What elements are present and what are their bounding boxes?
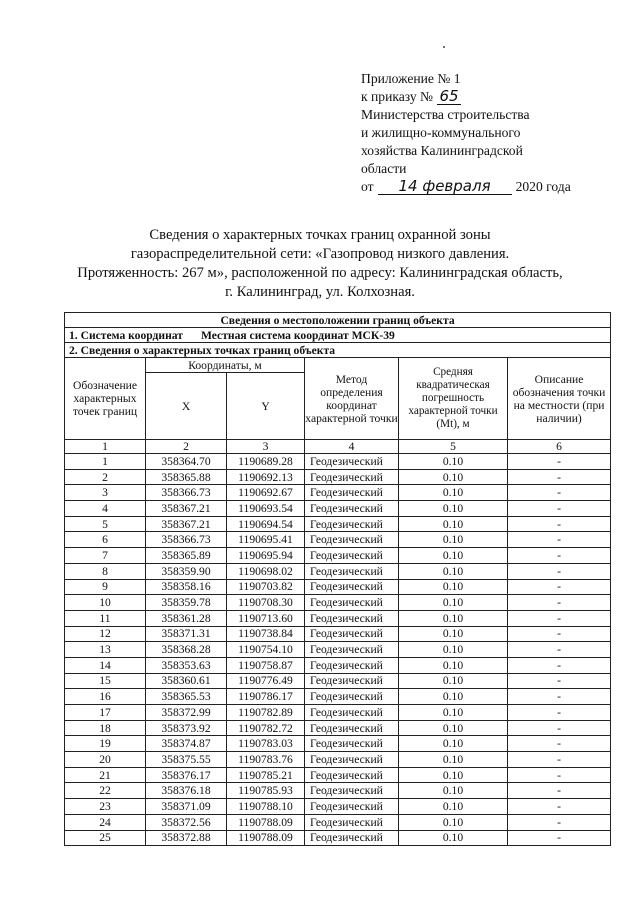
table-row [65,657,611,673]
y-coordinate-cell: 1190782.72 [227,720,305,736]
appendix-date-suffix: 2020 года [515,179,571,194]
point-number-cell: 9 [65,579,146,595]
description-cell: - [508,705,611,721]
method-cell: Геодезический [305,736,399,752]
description-cell: - [508,501,611,517]
y-coordinate-cell: 1190689.28 [227,454,305,470]
error-cell: 0.10 [399,799,508,815]
error-cell: 0.10 [399,752,508,768]
point-number-cell: 18 [65,720,146,736]
method-cell: Геодезический [305,501,399,517]
boundary-points-table [64,312,611,846]
table-row [65,814,611,830]
y-coordinate-cell: 1190776.49 [227,673,305,689]
description-cell: - [508,516,611,532]
error-cell: 0.10 [399,563,508,579]
x-coordinate-cell: 358365.88 [146,469,227,485]
error-cell: 0.10 [399,689,508,705]
description-cell: - [508,626,611,642]
coordinate-system-row [65,328,611,343]
x-coordinate-cell: 358367.21 [146,501,227,517]
point-number-cell: 7 [65,548,146,564]
method-cell: Геодезический [305,689,399,705]
x-coordinate-cell: 358365.89 [146,548,227,564]
method-cell: Геодезический [305,626,399,642]
point-number-cell: 11 [65,610,146,626]
point-number-cell: 10 [65,595,146,611]
point-number-cell: 15 [65,673,146,689]
x-coordinate-cell: 358360.61 [146,673,227,689]
appendix-line: области [361,161,407,176]
error-cell: 0.10 [399,720,508,736]
table-row [65,799,611,815]
description-cell: - [508,532,611,548]
method-cell: Геодезический [305,610,399,626]
point-number-cell: 14 [65,657,146,673]
x-coordinate-cell: 358376.18 [146,783,227,799]
header-method: Метод определения координат характерной точки [305,358,399,440]
method-cell: Геодезический [305,454,399,470]
point-number-cell: 17 [65,705,146,721]
description-cell: - [508,642,611,658]
y-coordinate-cell: 1190782.89 [227,705,305,721]
y-coordinate-cell: 1190695.94 [227,548,305,564]
error-cell: 0.10 [399,532,508,548]
method-cell: Геодезический [305,673,399,689]
appendix-order-line [361,88,611,106]
error-cell: 0.10 [399,501,508,517]
description-cell: - [508,469,611,485]
description-cell: - [508,610,611,626]
y-coordinate-cell: 1190785.21 [227,767,305,783]
method-cell: Геодезический [305,548,399,564]
description-cell: - [508,548,611,564]
appendix-line: и жилищно-коммунального [361,125,521,140]
points-section-row: 2. Сведения о характерных точках границ объекта [65,343,611,358]
y-coordinate-cell: 1190785.93 [227,783,305,799]
column-number-cell: 4 [305,440,399,454]
appendix-date-prefix: от [361,179,374,194]
method-cell: Геодезический [305,783,399,799]
description-cell: - [508,689,611,705]
method-cell: Геодезический [305,830,399,846]
table-row [65,548,611,564]
point-number-cell: 4 [65,501,146,517]
point-number-cell: 21 [65,767,146,783]
method-cell: Геодезический [305,516,399,532]
point-number-cell: 1 [65,454,146,470]
y-coordinate-cell: 1190786.17 [227,689,305,705]
heading-line: газораспределительной сети: «Газопровод низкого давления. [130,246,510,262]
method-cell: Геодезический [305,595,399,611]
y-coordinate-cell: 1190788.09 [227,830,305,846]
description-cell: - [508,736,611,752]
table-row [65,720,611,736]
y-coordinate-cell: 1190788.10 [227,799,305,815]
table-row [65,783,611,799]
x-coordinate-cell: 358367.21 [146,516,227,532]
y-coordinate-cell: 1190698.02 [227,563,305,579]
heading-line: Сведения о характерных точках границ охранной зоны [149,227,491,243]
x-coordinate-cell: 358373.92 [146,720,227,736]
table-row [65,501,611,517]
y-coordinate-cell: 1190695.41 [227,532,305,548]
handwritten-date: 14 февраля [378,179,512,195]
header-y: Y [227,373,305,440]
appendix-order-prefix: к приказу № [361,89,434,104]
method-cell: Геодезический [305,705,399,721]
table-row [65,532,611,548]
y-coordinate-cell: 1190713.60 [227,610,305,626]
table-row [65,673,611,689]
point-number-cell: 19 [65,736,146,752]
handwritten-order-number: 65 [437,89,461,105]
y-coordinate-cell: 1190703.82 [227,579,305,595]
y-coordinate-cell: 1190754.10 [227,642,305,658]
appendix-date-line [361,178,611,196]
error-cell: 0.10 [399,814,508,830]
x-coordinate-cell: 358374.87 [146,736,227,752]
point-number-cell: 13 [65,642,146,658]
description-cell: - [508,673,611,689]
error-cell: 0.10 [399,705,508,721]
table-row [65,454,611,470]
method-cell: Геодезический [305,657,399,673]
y-coordinate-cell: 1190694.54 [227,516,305,532]
column-number-cell: 2 [146,440,227,454]
method-cell: Геодезический [305,532,399,548]
error-cell: 0.10 [399,767,508,783]
error-cell: 0.10 [399,657,508,673]
coordinate-system-value: Местная система координат МСК-39 [200,328,395,342]
table-row [65,610,611,626]
method-cell: Геодезический [305,579,399,595]
error-cell: 0.10 [399,736,508,752]
x-coordinate-cell: 358371.09 [146,799,227,815]
method-cell: Геодезический [305,767,399,783]
x-coordinate-cell: 358366.73 [146,485,227,501]
header-point-designation: Обозначение характерных точек границ [65,358,146,440]
appendix-block [361,70,611,196]
x-coordinate-cell: 358359.78 [146,595,227,611]
column-number-cell: 5 [399,440,508,454]
error-cell: 0.10 [399,673,508,689]
table-row [65,469,611,485]
description-cell: - [508,814,611,830]
table-row [65,563,611,579]
y-coordinate-cell: 1190788.09 [227,814,305,830]
description-cell: - [508,579,611,595]
table-title: Сведения о местоположении границ объекта [65,313,611,328]
appendix-line: Министерства строительства [361,107,530,122]
description-cell: - [508,595,611,611]
method-cell: Геодезический [305,563,399,579]
method-cell: Геодезический [305,642,399,658]
table-body [65,454,611,846]
point-number-cell: 2 [65,469,146,485]
point-number-cell: 25 [65,830,146,846]
table-row [65,516,611,532]
coordinate-system-label: 1. Система координат [69,328,183,342]
point-number-cell: 8 [65,563,146,579]
appendix-line: Приложение № 1 [361,71,461,86]
description-cell: - [508,752,611,768]
scan-speck [443,46,445,48]
description-cell: - [508,563,611,579]
heading-line: г. Калининград, ул. Колхозная. [225,284,415,300]
y-coordinate-cell: 1190783.76 [227,752,305,768]
x-coordinate-cell: 358353.63 [146,657,227,673]
y-coordinate-cell: 1190692.13 [227,469,305,485]
header-error: Средняя квадратическая погрешность характерной точки (Mt), м [399,358,508,440]
table-row [65,642,611,658]
method-cell: Геодезический [305,485,399,501]
column-number-cell: 6 [508,440,611,454]
description-cell: - [508,657,611,673]
point-number-cell: 16 [65,689,146,705]
header-coordinates: Координаты, м [146,358,305,373]
method-cell: Геодезический [305,799,399,815]
column-number-cell: 1 [65,440,146,454]
error-cell: 0.10 [399,626,508,642]
error-cell: 0.10 [399,783,508,799]
y-coordinate-cell: 1190758.87 [227,657,305,673]
method-cell: Геодезический [305,720,399,736]
table-row [65,626,611,642]
error-cell: 0.10 [399,454,508,470]
method-cell: Геодезический [305,814,399,830]
x-coordinate-cell: 358376.17 [146,767,227,783]
document-heading [40,226,600,302]
point-number-cell: 22 [65,783,146,799]
error-cell: 0.10 [399,830,508,846]
point-number-cell: 23 [65,799,146,815]
error-cell: 0.10 [399,642,508,658]
point-number-cell: 12 [65,626,146,642]
x-coordinate-cell: 358375.55 [146,752,227,768]
error-cell: 0.10 [399,548,508,564]
boundary-table-container [64,312,610,846]
error-cell: 0.10 [399,516,508,532]
description-cell: - [508,454,611,470]
column-numbers-row [65,440,611,454]
x-coordinate-cell: 358366.73 [146,532,227,548]
table-row [65,485,611,501]
error-cell: 0.10 [399,595,508,611]
table-row [65,767,611,783]
point-number-cell: 24 [65,814,146,830]
description-cell: - [508,485,611,501]
error-cell: 0.10 [399,469,508,485]
column-number-cell: 3 [227,440,305,454]
appendix-line: хозяйства Калининградской [361,143,523,158]
description-cell: - [508,767,611,783]
point-number-cell: 20 [65,752,146,768]
x-coordinate-cell: 358365.53 [146,689,227,705]
description-cell: - [508,799,611,815]
x-coordinate-cell: 358358.16 [146,579,227,595]
error-cell: 0.10 [399,610,508,626]
y-coordinate-cell: 1190708.30 [227,595,305,611]
header-x: X [146,373,227,440]
x-coordinate-cell: 358372.88 [146,830,227,846]
y-coordinate-cell: 1190738.84 [227,626,305,642]
table-row [65,595,611,611]
point-number-cell: 3 [65,485,146,501]
method-cell: Геодезический [305,752,399,768]
table-row [65,830,611,846]
table-row [65,705,611,721]
description-cell: - [508,830,611,846]
heading-line: Протяженность: 267 м», расположенной по адресу: Калининградская область, [77,265,563,281]
point-number-cell: 5 [65,516,146,532]
y-coordinate-cell: 1190692.67 [227,485,305,501]
x-coordinate-cell: 358368.28 [146,642,227,658]
point-number-cell: 6 [65,532,146,548]
table-row [65,689,611,705]
header-description: Описание обозначения точки на местности (при наличии) [508,358,611,440]
x-coordinate-cell: 358371.31 [146,626,227,642]
method-cell: Геодезический [305,469,399,485]
x-coordinate-cell: 358361.28 [146,610,227,626]
x-coordinate-cell: 358372.56 [146,814,227,830]
x-coordinate-cell: 358364.70 [146,454,227,470]
x-coordinate-cell: 358359.90 [146,563,227,579]
y-coordinate-cell: 1190693.54 [227,501,305,517]
table-row [65,736,611,752]
table-row [65,579,611,595]
error-cell: 0.10 [399,485,508,501]
error-cell: 0.10 [399,579,508,595]
table-row [65,752,611,768]
description-cell: - [508,720,611,736]
y-coordinate-cell: 1190783.03 [227,736,305,752]
description-cell: - [508,783,611,799]
x-coordinate-cell: 358372.99 [146,705,227,721]
